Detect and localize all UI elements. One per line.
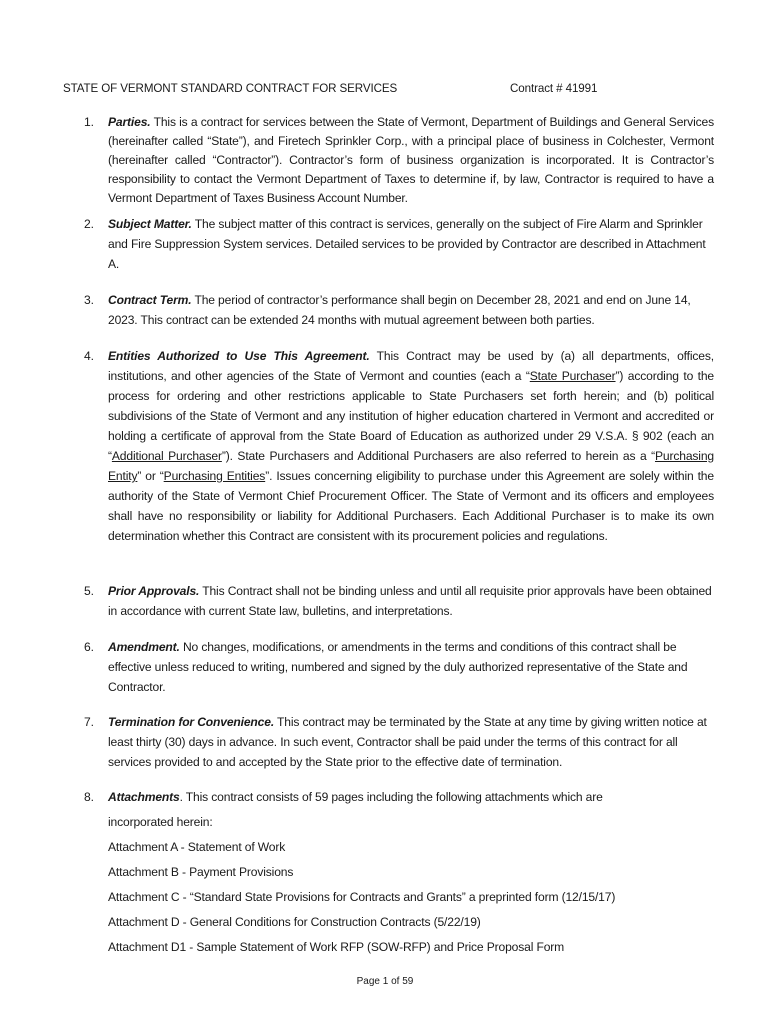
document-header xyxy=(63,82,713,95)
section-text: ”) according to the process for ordering and other restrictions applicable to State Purchasers set forth herein; and (b) political subdivisions of the State of Vermont and any institution of higher education chartered in Vermont and accredited or holding a certificate of approval from the State Board of Education as authorized under 29 V.S.A. § 902 (each an “ xyxy=(108,369,715,463)
attachment-item: Attachment B - Payment Provisions xyxy=(108,865,294,879)
section-subject-matter xyxy=(84,214,714,274)
attachment-item: Attachment A - Statement of Work xyxy=(108,840,286,854)
section-title: Subject Matter. xyxy=(108,217,192,231)
section-text: ”. Issues concerning eligibility to purchase under this Agreement are solely within the authority of the State of Vermont Chief Procurement Officer. The State of Vermont and its officers and employees shall have no responsibility or liability for Additional Purchasers. Each Additional Purchaser is to make its own determination whether this Contract are consistent with its procurement policies and regulations. xyxy=(108,469,714,543)
section-title: Entities Authorized to Use This Agreement. xyxy=(108,349,370,363)
section-number: 3. xyxy=(84,293,94,307)
defined-term-state-purchaser: State Purchaser xyxy=(529,369,616,383)
section-parties xyxy=(84,113,714,208)
section-number: 5. xyxy=(84,584,94,598)
section-text: . This contract consists of 59 pages including the following attachments which are xyxy=(179,790,603,804)
section-text: This contract may be terminated by the State at any time by giving written notice at least thirty (30) days in advance. In such event, Contractor shall be paid under the terms of this contract for all services provided to and accepted by the State prior to the effective date of termination. xyxy=(108,715,707,769)
section-amendment xyxy=(84,637,714,697)
section-prior-approvals xyxy=(84,581,714,621)
defined-term-purchasing-entity: Purchasing Entity xyxy=(108,449,714,483)
section-termination xyxy=(84,712,714,772)
attachment-item: Attachment D - General Conditions for Construction Contracts (5/22/19) xyxy=(108,915,481,929)
contract-number: Contract # 41991 xyxy=(510,82,598,95)
page-number: Page 1 of 59 xyxy=(356,976,414,987)
section-number: 8. xyxy=(84,790,94,804)
attachment-item: Attachment C - “Standard State Provisions for Contracts and Grants” a preprinted form (12/15/17) xyxy=(108,890,616,904)
section-number: 2. xyxy=(84,217,94,231)
section-text: The period of contractor’s performance shall begin on December 28, 2021 and end on June 14, 2023. This contract can be extended 24 months with mutual agreement between both parties. xyxy=(108,293,691,327)
section-number: 6. xyxy=(84,640,94,654)
section-text: ” or “ xyxy=(137,469,164,483)
section-text: The subject matter of this contract is services, generally on the subject of Fire Alarm and Sprinkler and Fire Suppression System services. Detailed services to be provided by Contractor are described in Attachment A. xyxy=(108,217,706,271)
section-attachments xyxy=(84,785,714,960)
section-number: 1. xyxy=(84,115,94,129)
section-title: Amendment. xyxy=(108,640,180,654)
section-text: incorporated herein: xyxy=(108,815,213,829)
section-text: No changes, modifications, or amendments in the terms and conditions of this contract shall be effective unless reduced to writing, numbered and signed by the duly authorized representative of the State and Contractor. xyxy=(108,640,688,694)
section-text: This is a contract for services between the State of Vermont, Department of Buildings and General Services (hereinafter called “State”), and Firetech Sprinkler Corp., with a principal place of business in Colchester, Vermont (hereinafter called “Contractor”). Contractor’s form of business organization is incorporated. It is Contractor’s responsibility to contact the Vermont Department of Taxes to determine if, by law, Contractor is required to have a Vermont Department of Taxes Business Account Number. xyxy=(108,115,714,205)
attachment-item: Attachment D1 - Sample Statement of Work RFP (SOW-RFP) and Price Proposal Form xyxy=(108,940,565,954)
section-number: 4. xyxy=(84,349,94,363)
section-entities-authorized xyxy=(84,346,714,546)
section-number: 7. xyxy=(84,715,94,729)
section-contract-term xyxy=(84,290,714,330)
section-title: Prior Approvals. xyxy=(108,584,200,598)
section-text: ”). State Purchasers and Additional Purchasers are also referred to herein as a “ xyxy=(221,449,655,463)
section-title: Termination for Convenience. xyxy=(108,715,275,729)
defined-term-purchasing-entities: Purchasing Entities xyxy=(163,469,266,483)
document-title: STATE OF VERMONT STANDARD CONTRACT FOR SERVICES xyxy=(63,82,398,95)
defined-term-additional-purchaser: Additional Purchaser xyxy=(111,449,222,463)
section-title: Contract Term. xyxy=(108,293,192,307)
section-title: Parties. xyxy=(108,115,151,129)
section-title: Attachments xyxy=(108,790,180,804)
section-text: This Contract shall not be binding unless and until all requisite prior approvals have been obtained in accordance with current State law, bulletins, and interpretations. xyxy=(108,584,712,618)
section-text: This Contract may be used by (a) all departments, offices, institutions, and other agencies of the State of Vermont and counties (each a “ xyxy=(108,349,714,383)
